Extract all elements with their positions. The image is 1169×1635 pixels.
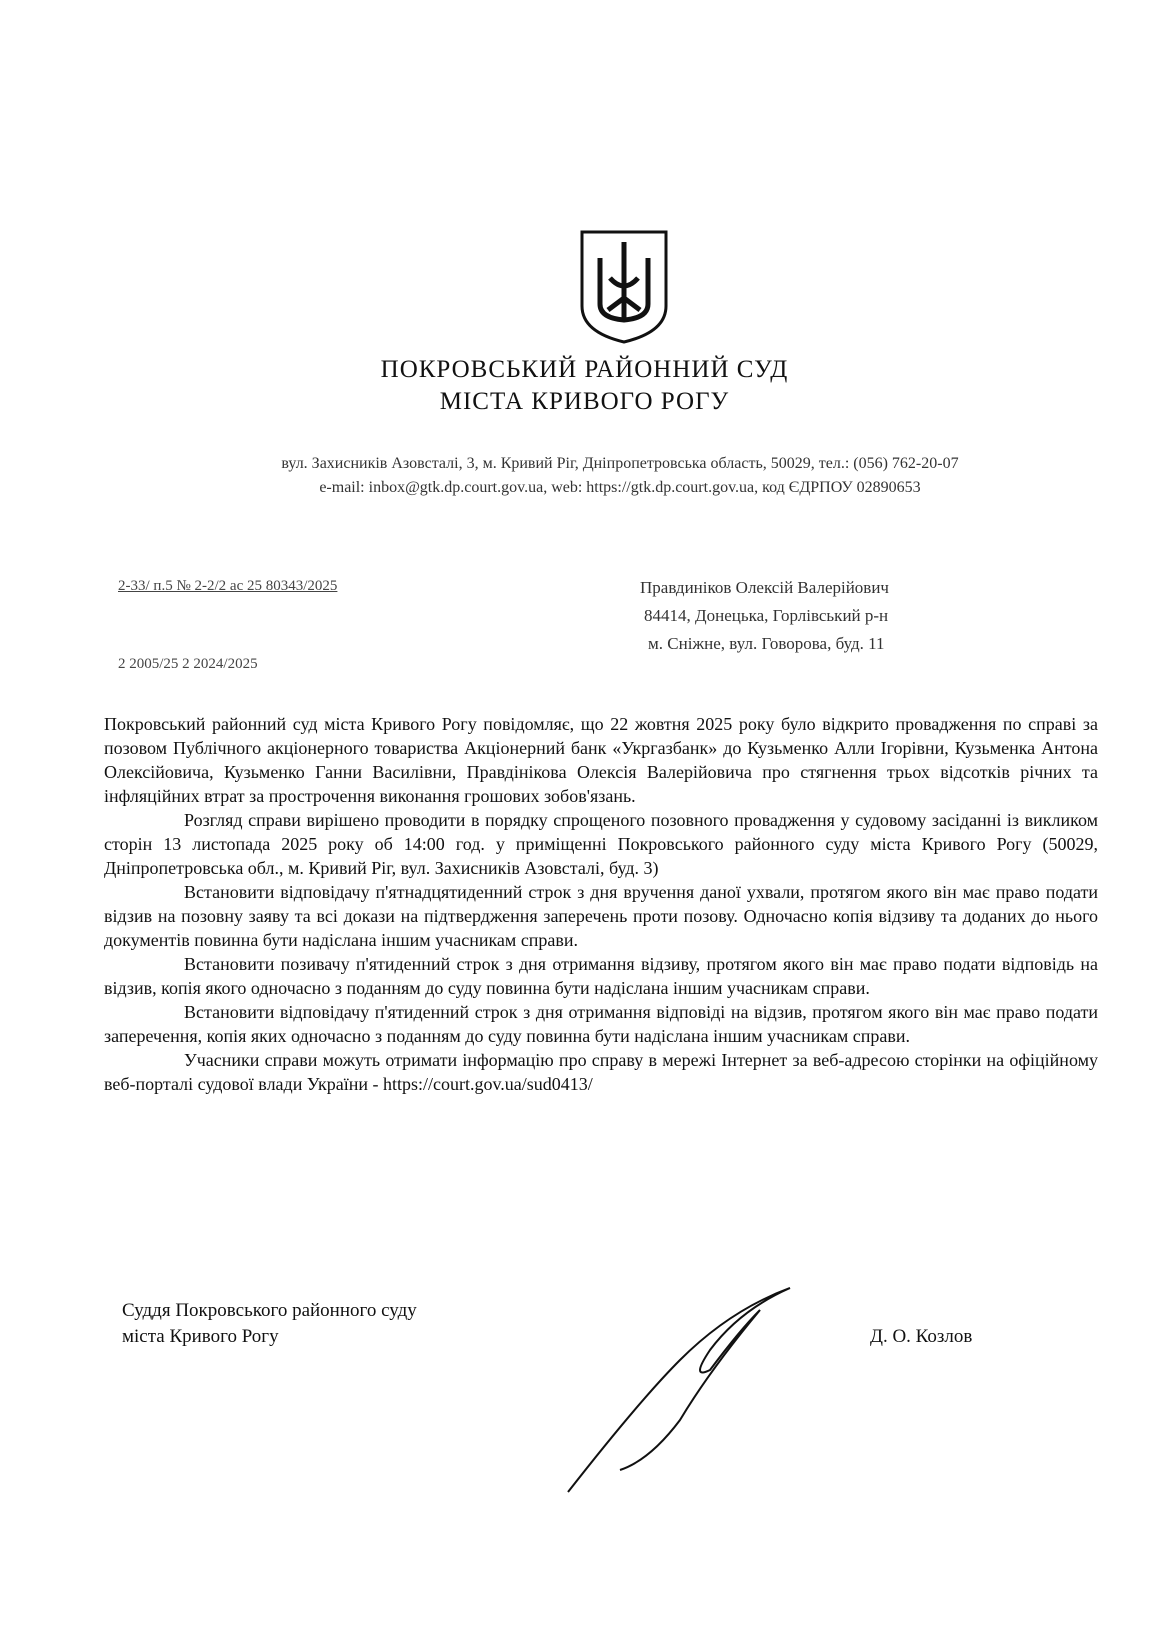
paragraph-opening: Покровський районний суд міста Кривого Рогу повідомляє, що 22 жовтня 2025 року було відкрито провадження по справі за позовом Публічного акціонерного товариства Акціонерний банк «Укргазбанк» до Кузьменко Алли Ігорівни, Кузьменка Антона Олексійовича, Кузьменко Ганни Василівни, Правдінікова Олексія Валерійовича про стягнення трьох відсотків річних та інфляційних втрат за прострочення виконання грошових зобов'язань. [104, 714, 1098, 806]
case-reference: 2-33/ п.5 № 2-2/2 ас 25 80343/2025 [118, 578, 338, 594]
paragraph-plaintiff-term: Встановити позивачу п'ятиденний строк з дня отримання відзиву, протягом якого він має право подати відповідь на відзив, копія якого одночасно з поданням до суду повинна бути надіслана іншим учасникам справи. [104, 954, 1098, 998]
court-address: вул. Захисників Азовсталі, 3, м. Кривий Ріг, Дніпропетровська область, 50029, тел.: (056) 762-20-07 [281, 455, 959, 472]
date-reference: 2 2005/25 2 2024/2025 [118, 656, 258, 672]
handwritten-signature [560, 1280, 800, 1500]
recipient-address-line: м. Сніжне, вул. Говорова, буд. 11 [648, 634, 885, 653]
judge-name: Д. О. Козлов [870, 1326, 973, 1347]
court-name-line1: ПОКРОВСЬКИЙ РАЙОННИЙ СУД [380, 356, 789, 383]
paragraph-info-url: Учасники справи можуть отримати інформацію про справу в мережі Інтернет за веб-адресою сторінки на офіційному веб-порталі судової влади України - https://court.gov.ua/sud0413/ [104, 1050, 1098, 1094]
paragraph-objection-term: Встановити відповідачу п'ятиденний строк з дня отримання відповіді на відзив, протягом якого він має право подати заперечення, копія яких одночасно з поданням до суду повинна бути надіслана іншим учасникам справи. [104, 1002, 1098, 1046]
paragraph-hearing: Розгляд справи вирішено проводити в порядку спрощеного позовного провадження у судовому засіданні із викликом сторін 13 листопада 2025 року об 14:00 год. у приміщенні Покровського районного суду міста Кривого Рогу (50029, Дніпропетровська обл., м. Кривий Ріг, вул. Захисників Азовсталі, буд. 3) [104, 810, 1098, 878]
recipient-address-line: 84414, Донецька, Горлівський р-н [644, 606, 889, 625]
court-name-line2: МІСТА КРИВОГО РОГУ [439, 388, 730, 415]
judge-title-line1: Суддя Покровського районного суду [122, 1300, 417, 1321]
paragraph-defendant-term: Встановити відповідачу п'ятнадцятиденний строк з дня вручення даної ухвали, протягом якого він має право подати відзив на позовну заяву та всі докази на підтвердження заперечень проти позову. Одночасно копія відзиву та доданих до нього документів повинна бути надіслана іншим учасникам справи. [104, 882, 1098, 950]
judge-title-line2: міста Кривого Рогу [122, 1326, 279, 1347]
notice-body [104, 712, 1098, 1096]
recipient-block [640, 574, 889, 658]
court-contacts: e-mail: inbox@gtk.dp.court.gov.ua, web: https://gtk.dp.court.gov.ua, код ЄДРПОУ 02890653 [319, 479, 921, 496]
ukraine-coat-of-arms-icon [578, 228, 670, 346]
recipient-name: Правдиніков Олексій Валерійович [640, 578, 889, 597]
